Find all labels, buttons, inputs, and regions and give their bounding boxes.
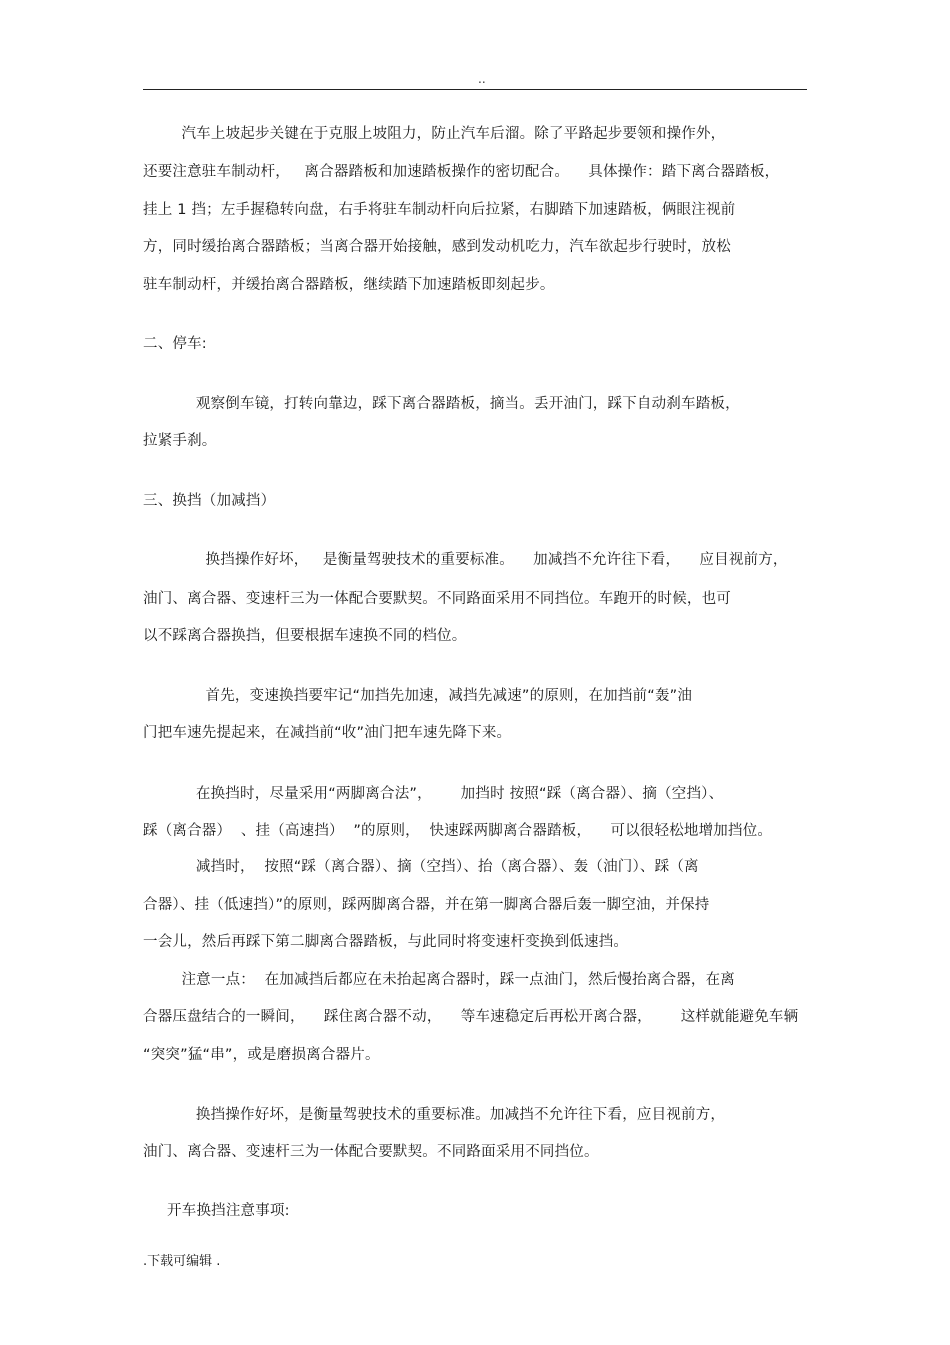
text-line: 注意一点： 在加减挡后都应在未抬起离合器时，踩一点油门，然后慢抬离合器，在离 bbox=[143, 972, 735, 988]
text-line: 一会儿，然后再踩下第二脚离合器踏板，与此同时将变速杆变换到低速挡。 bbox=[143, 934, 629, 950]
text-line: 油门、离合器、变速杆三为一体配合要默契。不同路面采用不同挡位。 bbox=[143, 1144, 599, 1160]
section-heading-parking: 二、停车: bbox=[143, 336, 207, 352]
text-line: 在换挡时，尽量采用“两脚离合法”， 加挡时 按照“踩（离合器）、摘（空挡）、 bbox=[143, 786, 724, 802]
text-line: 门把车速先提起来，在减挡前“收”油门把车速先降下来。 bbox=[143, 725, 512, 741]
text-line: 油门、离合器、变速杆三为一体配合要默契。不同路面采用不同挡位。车跑开的时候，也可 bbox=[143, 591, 731, 607]
header-rule bbox=[143, 89, 807, 90]
text-line: 首先，变速换挡要牢记“加挡先加速，减挡先减速”的原则，在加挡前“轰”油 bbox=[143, 688, 693, 704]
text-line: 观察倒车镜，打转向靠边，踩下离合器踏板，摘当。丢开油门，踩下自动刹车踏板， bbox=[143, 396, 740, 412]
text-line: 驻车制动杆，并缓抬离合器踏板，继续踏下加速踏板即刻起步。 bbox=[143, 277, 555, 293]
text-line: 合器压盘结合的一瞬间， 踩住离合器不动， 等车速稳定后再松开离合器， 这样就能避免车辆 bbox=[143, 1009, 799, 1025]
section-heading-notes: 开车换挡注意事项: bbox=[143, 1203, 290, 1219]
text-line: 汽车上坡起步关键在于克服上坡阻力，防止汽车后溜。除了平路起步要领和操作外， bbox=[143, 126, 726, 142]
text-line: 踩（离合器） 、挂（高速挡） ”的原则， 快速踩两脚离合器踏板， 可以很轻松地增加挡位。 bbox=[143, 823, 773, 839]
text-line: 换挡操作好坏， 是衡量驾驶技术的重要标准。 加减挡不允许往下看， 应目视前方， bbox=[143, 552, 788, 568]
text-line: 拉紧手刹。 bbox=[143, 433, 217, 449]
text-line: “突突”猛“串”，或是磨损离合器片。 bbox=[143, 1047, 380, 1063]
section-heading-shifting: 三、换挡（加减挡） bbox=[143, 493, 276, 509]
text-line: 减挡时， 按照“踩（离合器）、摘（空挡）、抬（离合器）、轰（油门）、踩（离 bbox=[143, 859, 699, 875]
text-line: 还要注意驻车制动杆， 离合器踏板和加速踏板操作的密切配合。 具体操作：踏下离合器踏板， bbox=[143, 164, 780, 180]
text-line: 换挡操作好坏，是衡量驾驶技术的重要标准。加减挡不允许往下看，应目视前方， bbox=[143, 1107, 726, 1123]
text-line: 方，同时缓抬离合器踏板；当离合器开始接触，感到发动机吃力，汽车欲起步行驶时，放松 bbox=[143, 239, 731, 255]
header-dots: .. bbox=[478, 72, 486, 86]
text-line: 挂上 1 挡；左手握稳转向盘，右手将驻车制动杆向后拉紧，右脚踏下加速踏板，俩眼注视前 bbox=[143, 202, 736, 218]
text-line: 合器）、挂（低速挡）”的原则，踩两脚离合器，并在第一脚离合器后轰一脚空油，并保持 bbox=[143, 897, 710, 913]
footer-text: .下载可编辑 . bbox=[143, 1254, 221, 1269]
text-line: 以不踩离合器换挡，但要根据车速换不同的档位。 bbox=[143, 628, 467, 644]
